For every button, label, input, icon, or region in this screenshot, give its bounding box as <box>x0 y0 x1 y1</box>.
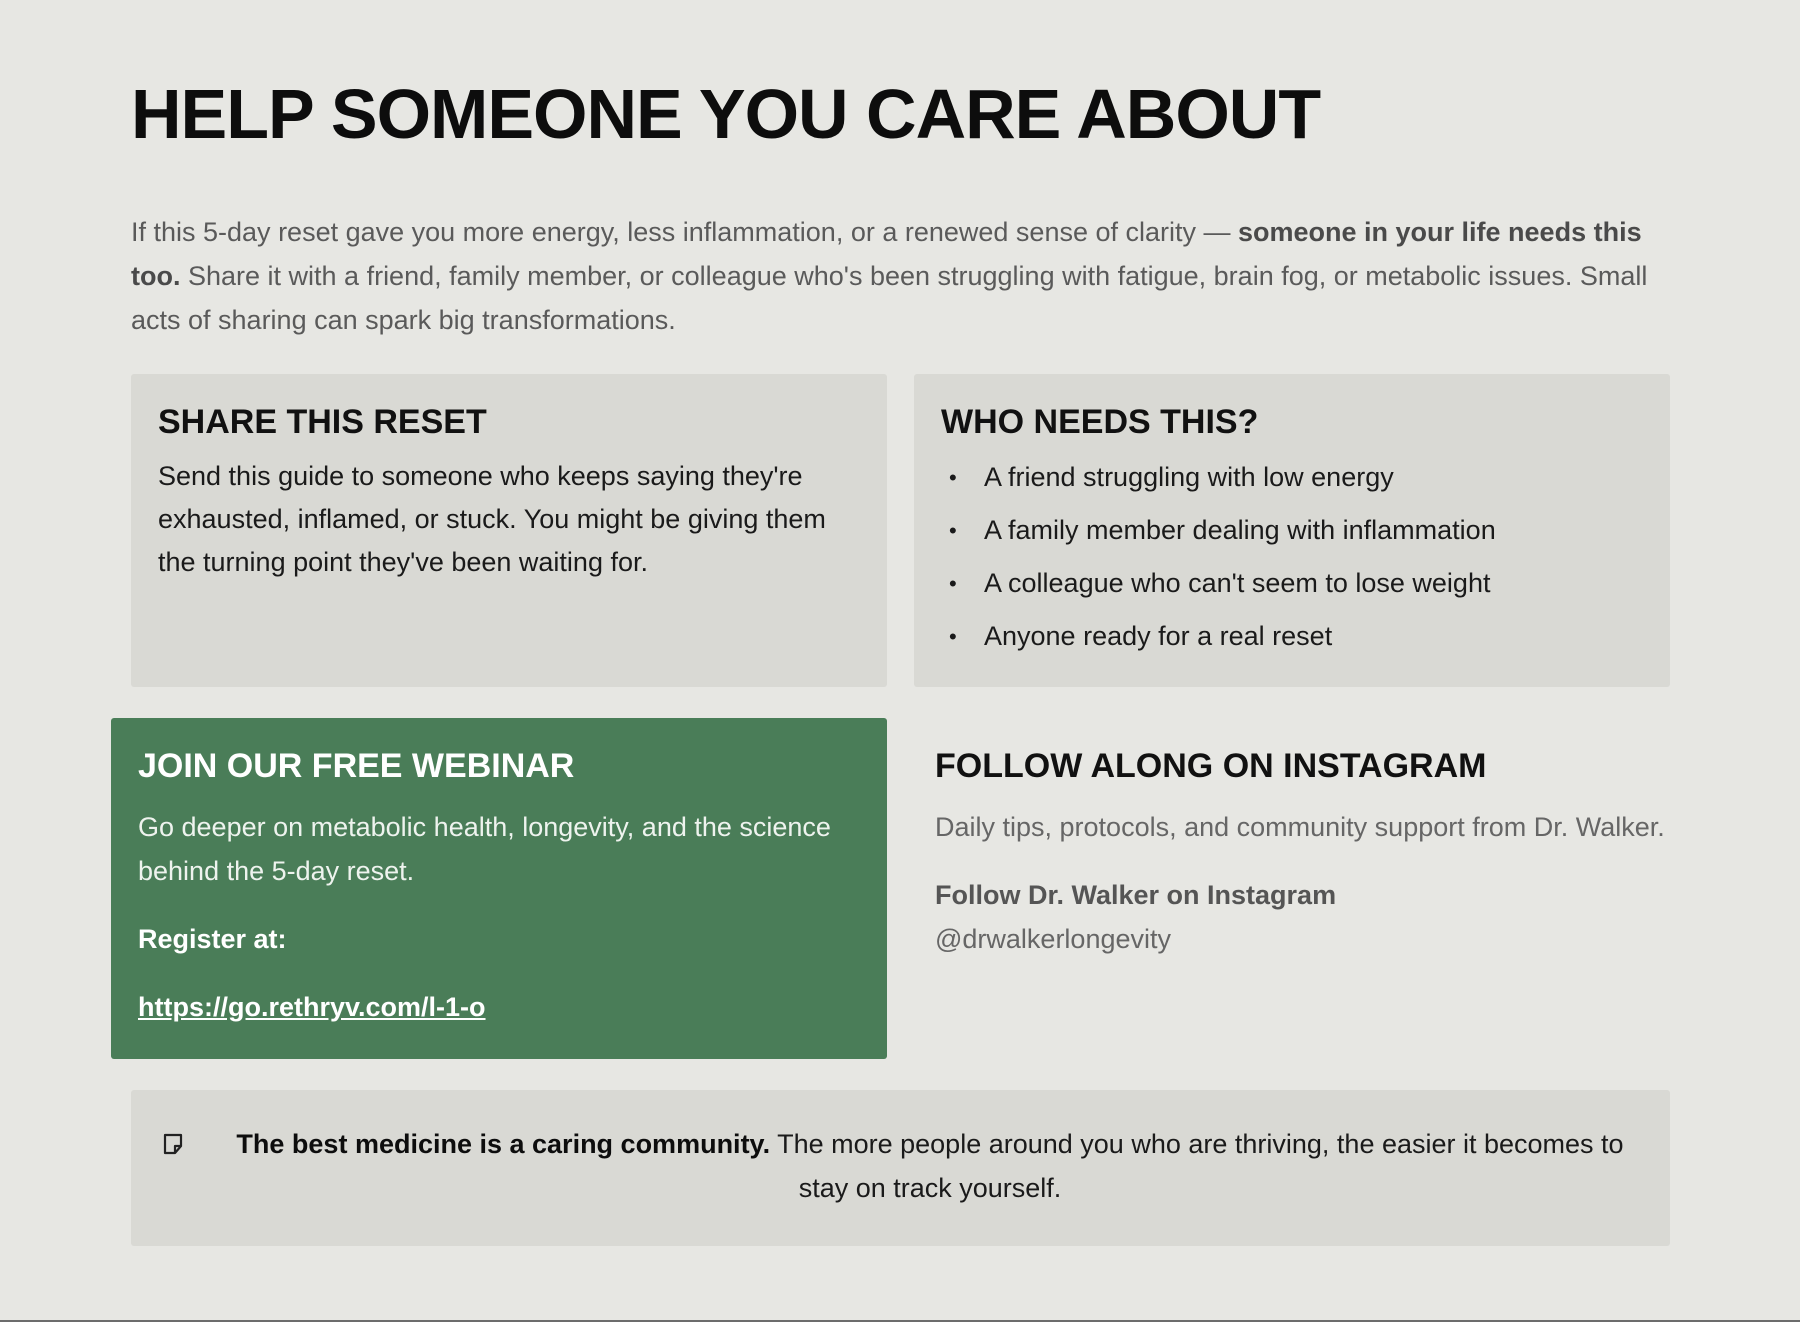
who-needs-this-list <box>941 451 1643 663</box>
bullet-icon: • <box>949 623 957 649</box>
community-note-emphasis: The best medicine is a caring community. <box>236 1129 771 1159</box>
instagram-heading: FOLLOW ALONG ON INSTAGRAM <box>935 747 1487 785</box>
intro-paragraph <box>131 210 1671 342</box>
page-title: HELP SOMEONE YOU CARE ABOUT <box>131 75 1321 153</box>
register-label: Register at: <box>138 923 287 954</box>
intro-emphasis: someone in your life needs this too. <box>131 217 1642 291</box>
webinar-card <box>111 718 887 1059</box>
list-item: • Anyone ready for a real reset <box>941 610 1643 663</box>
who-needs-this-card <box>914 374 1670 687</box>
list-item: • A friend struggling with low energy <box>941 451 1643 504</box>
who-needs-this-heading: WHO NEEDS THIS? <box>941 403 1259 441</box>
share-reset-body: Send this guide to someone who keeps saying they're exhausted, inflamed, or stuck. You might be giving them the turning point they've been waiting for. <box>158 460 826 577</box>
share-reset-heading: SHARE THIS RESET <box>158 403 487 441</box>
list-item: • A family member dealing with inflammation <box>941 504 1643 557</box>
note-icon <box>162 1133 184 1155</box>
community-note-text <box>210 1122 1650 1210</box>
webinar-heading: JOIN OUR FREE WEBINAR <box>138 747 575 785</box>
bullet-icon: • <box>949 570 957 596</box>
community-note-body: The more people around you who are thriving, the easier it becomes to stay on track yourself. <box>770 1129 1624 1203</box>
instagram-follow-label: Follow Dr. Walker on Instagram <box>935 879 1337 910</box>
instagram-section <box>935 746 1665 961</box>
intro-text-end: Share it with a friend, family member, or colleague who's been struggling with fatigue, brain fog, or metabolic issues. Small acts of sharing can spark big transformations. <box>131 261 1648 335</box>
instagram-description: Daily tips, protocols, and community support from Dr. Walker. <box>935 811 1665 842</box>
list-item: • A colleague who can't seem to lose weight <box>941 557 1643 610</box>
webinar-link[interactable]: https://go.rethryv.com/l-1-o <box>138 991 486 1022</box>
bullet-icon: • <box>949 517 957 543</box>
instagram-handle[interactable]: @drwalkerlongevity <box>935 923 1171 954</box>
share-reset-card <box>131 374 887 687</box>
intro-text-start: If this 5-day reset gave you more energy, less inflammation, or a renewed sense of clarity — <box>131 217 1238 247</box>
webinar-description: Go deeper on metabolic health, longevity, and the science behind the 5-day reset. <box>138 811 831 886</box>
bullet-icon: • <box>949 464 957 490</box>
